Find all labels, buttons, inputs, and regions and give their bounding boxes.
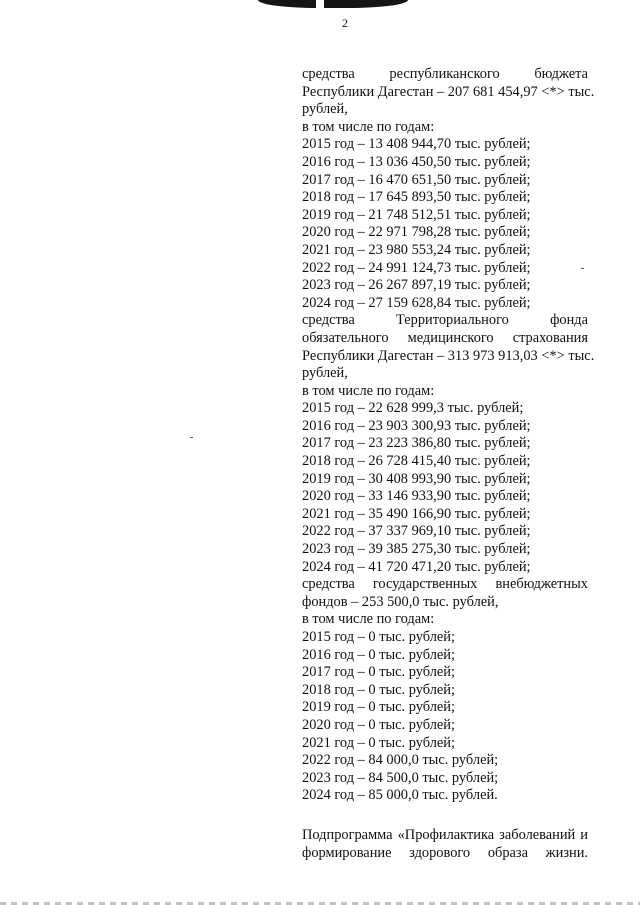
year-amount-line: 2018 год – 26 728 415,40 тыс. рублей; (302, 453, 531, 470)
year-amount-line: 2024 год – 41 720 471,20 тыс. рублей; (302, 558, 531, 575)
subprogram-line: формирование здорового образа жизни. (302, 844, 588, 861)
year-amount-line: 2020 год – 0 тыс. рублей; (302, 716, 455, 733)
year-amount-line: 2017 год – 0 тыс. рублей; (302, 664, 455, 681)
year-amount-line: 2024 год – 27 159 628,84 тыс. рублей; (302, 294, 531, 311)
scan-artifact-top (258, 0, 408, 8)
by-years-label: в том числе по годам: (302, 382, 435, 399)
year-amount-line: 2022 год – 37 337 969,10 тыс. рублей; (302, 523, 531, 540)
year-amount-line: 2022 год – 84 000,0 тыс. рублей; (302, 752, 499, 769)
funding-block-extrabudgetary-funds (302, 576, 588, 805)
paragraph-gap (302, 805, 588, 827)
funding-block-territorial-fund (302, 312, 595, 576)
document-body (302, 66, 595, 862)
by-years-label: в том числе по годам: (302, 118, 435, 135)
subprogram-heading (302, 827, 588, 862)
year-amount-line: 2019 год – 30 408 993,90 тыс. рублей; (302, 470, 531, 487)
block-intro-line: средства Территориального фонда (302, 312, 588, 329)
year-amount-line: 2017 год – 23 223 386,80 тыс. рублей; (302, 435, 531, 452)
year-amount-line: 2016 год – 13 036 450,50 тыс. рублей; (302, 153, 531, 170)
funding-block-republican-budget (302, 66, 595, 312)
year-amount-line: 2016 год – 0 тыс. рублей; (302, 646, 455, 663)
year-amount-line: 2023 год – 84 500,0 тыс. рублей; (302, 769, 499, 786)
year-amount-line: 2021 год – 23 980 553,24 тыс. рублей; (302, 241, 531, 258)
block-intro-line: Республики Дагестан – 313 973 913,03 <*> тыс. (302, 347, 595, 364)
year-amount-line: 2019 год – 21 748 512,51 тыс. рублей; (302, 206, 531, 223)
scan-speck (190, 437, 193, 438)
year-amount-line: 2015 год – 0 тыс. рублей; (302, 629, 455, 645)
block-intro-line: средства государственных внебюджетных (302, 576, 588, 593)
year-amount-line: 2015 год – 22 628 999,3 тыс. рублей; (302, 400, 524, 417)
block-intro-line: средства республиканского бюджета (302, 66, 588, 82)
year-amount-line: 2022 год – 24 991 124,73 тыс. рублей; (302, 259, 531, 276)
block-intro-line: обязательного медицинского страхования (302, 329, 588, 346)
year-amount-line: 2018 год – 0 тыс. рублей; (302, 681, 455, 698)
block-intro-line: фондов – 253 500,0 тыс. рублей, (302, 593, 499, 610)
subprogram-line: Подпрограмма «Профилактика заболеваний и (302, 826, 588, 843)
year-amount-line: 2020 год – 33 146 933,90 тыс. рублей; (302, 488, 531, 505)
year-amount-line: 2017 год – 16 470 651,50 тыс. рублей; (302, 171, 531, 188)
year-amount-line: 2019 год – 0 тыс. рублей; (302, 699, 455, 716)
year-amount-line: 2021 год – 0 тыс. рублей; (302, 734, 455, 751)
by-years-label: в том числе по годам: (302, 611, 435, 628)
year-amount-line: 2023 год – 39 385 275,30 тыс. рублей; (302, 541, 531, 558)
year-amount-line: 2020 год – 22 971 798,28 тыс. рублей; (302, 224, 531, 241)
year-amount-line: 2018 год – 17 645 893,50 тыс. рублей; (302, 189, 531, 206)
year-amount-line: 2016 год – 23 903 300,93 тыс. рублей; (302, 417, 531, 434)
year-amount-line: 2024 год – 85 000,0 тыс. рублей. (302, 787, 498, 804)
scan-speck (581, 268, 584, 269)
year-amount-line: 2015 год – 13 408 944,70 тыс. рублей; (302, 136, 531, 153)
year-amount-line: 2021 год – 35 490 166,90 тыс. рублей; (302, 505, 531, 522)
block-intro-line: рублей, (302, 365, 348, 382)
block-intro-line: Республики Дагестан – 207 681 454,97 <*> тыс. (302, 83, 595, 100)
page-number: 2 (342, 16, 348, 30)
year-amount-line: 2023 год – 26 267 897,19 тыс. рублей; (302, 277, 531, 294)
block-intro-line: рублей, (302, 101, 348, 118)
